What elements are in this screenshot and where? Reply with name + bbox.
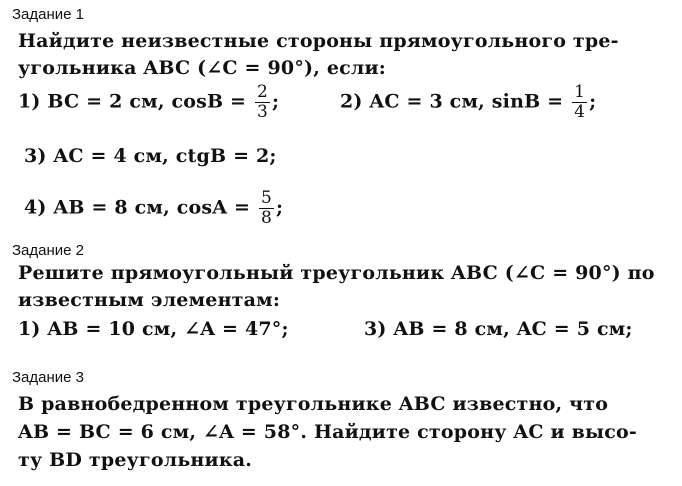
task1-item1 (18, 84, 279, 121)
task1-item2-numerator: 1 (574, 82, 586, 102)
task2-item3: 3) AB = 8 см, AC = 5 см; (364, 318, 633, 340)
task1-item4-prefix: 4) AB = 8 см, cosA = (24, 196, 251, 219)
task1-item2-suffix: ; (589, 90, 597, 113)
task3-line3: ту BD треугольника. (18, 449, 253, 471)
task1-line2: угольника ABC (∠C = 90°), если: (18, 57, 387, 79)
task1-line1: Найдите неизвестные стороны прямоугольного тре- (18, 30, 619, 52)
task1-item4-fraction (259, 190, 274, 227)
task2-item1: 1) AB = 10 см, ∠A = 47°; (18, 318, 289, 340)
task1-item1-prefix: 1) BC = 2 см, cosB = (18, 90, 247, 113)
task1-item2-prefix: 2) AC = 3 см, sinB = (340, 90, 564, 113)
task2-line1: Решите прямоугольный треугольник ABC (∠C = 90°) по (18, 262, 655, 284)
task1-item2-denominator: 4 (574, 102, 586, 122)
task1-item1-suffix: ; (272, 90, 280, 113)
task3-label: Задание 3 (12, 369, 85, 386)
task2-line2: известным элементам: (18, 289, 281, 311)
task1-label: Задание 1 (12, 6, 85, 23)
task3-line1: В равнобедренном треугольнике ABC известно, что (18, 393, 609, 415)
task3-line2: AB = BC = 6 см, ∠A = 58°. Найдите сторону AC и высо- (18, 421, 637, 443)
task2-label: Задание 2 (12, 242, 85, 259)
task1-item4 (24, 190, 283, 227)
task1-item2-fraction (572, 84, 587, 121)
task1-item4-suffix: ; (276, 196, 284, 219)
task1-item1-fraction (255, 84, 270, 121)
task1-item2 (340, 84, 596, 121)
task1-item4-denominator: 8 (260, 208, 272, 228)
task1-item1-numerator: 2 (257, 82, 269, 102)
task1-item1-denominator: 3 (257, 102, 269, 122)
task1-item4-numerator: 5 (260, 188, 272, 208)
task1-item3: 3) AC = 4 см, ctgB = 2; (24, 145, 277, 167)
